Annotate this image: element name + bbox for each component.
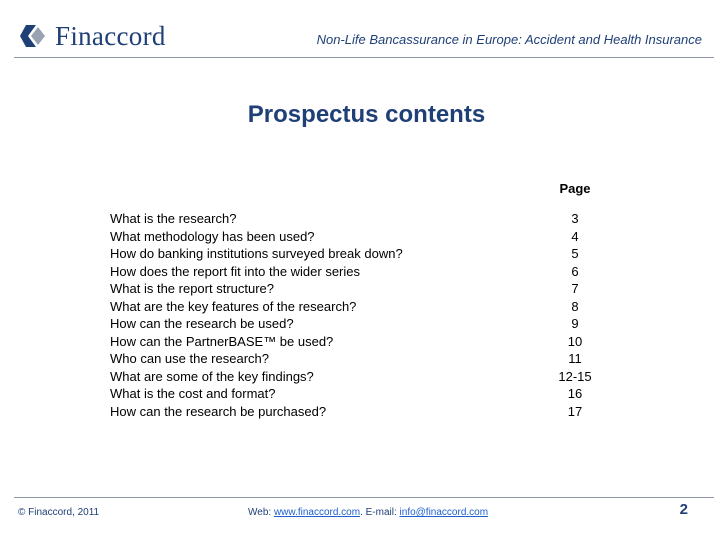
toc-row (110, 263, 605, 281)
page-title: Prospectus contents (247, 101, 486, 128)
toc-page: 16 (567, 386, 583, 401)
toc-question: How can the research be purchased? (110, 403, 327, 419)
table-of-contents (110, 210, 605, 420)
toc-page: 3 (571, 211, 579, 226)
toc-row (110, 298, 605, 316)
toc-question: What is the research? (110, 211, 237, 226)
toc-page: 17 (567, 403, 583, 419)
website-link[interactable]: www.finaccord.com (273, 507, 361, 518)
toc-question: What is the report structure? (110, 281, 275, 296)
email-label: . E-mail: (360, 507, 400, 518)
toc-page: 8 (571, 298, 579, 314)
copyright: © Finaccord, 2011 (18, 507, 100, 518)
brand-name: Finaccord (55, 20, 166, 51)
web-label: Web: (248, 507, 274, 518)
toc-row (110, 350, 605, 368)
page-column-label: Page (559, 181, 591, 196)
footer-divider (14, 497, 714, 498)
toc-page: 9 (571, 316, 579, 331)
toc-row (110, 368, 605, 386)
email-link[interactable]: info@finaccord.com (399, 507, 489, 518)
toc-row (110, 385, 605, 403)
toc-question: What is the cost and format? (110, 386, 276, 401)
header-divider (14, 57, 714, 58)
toc-question: How does the report fit into the wider series (110, 263, 361, 279)
page-number: 2 (679, 501, 688, 518)
toc-question: How can the PartnerBASE™ be used? (110, 333, 334, 349)
toc-row (110, 280, 605, 298)
report-title: Non-Life Bancassurance in Europe: Accident and Health Insurance (316, 32, 702, 47)
toc-row (110, 210, 605, 228)
toc-row (110, 228, 605, 246)
toc-page: 11 (568, 351, 582, 366)
toc-question: Who can use the research? (110, 351, 269, 366)
finaccord-logo (14, 22, 166, 50)
toc-question: How can the research be used? (110, 316, 294, 331)
toc-page: 6 (571, 263, 579, 279)
toc-page: 10 (567, 333, 583, 349)
footer-contact (248, 507, 488, 518)
toc-row (110, 333, 605, 351)
toc-page: 7 (571, 281, 579, 296)
toc-question: What are some of the key findings? (110, 368, 314, 384)
diamond-arrow-icon (14, 22, 46, 50)
toc-row (110, 315, 605, 333)
toc-row (110, 403, 605, 421)
toc-page: 4 (571, 228, 579, 244)
toc-question: What methodology has been used? (110, 228, 315, 244)
toc-question: What are the key features of the research? (110, 298, 357, 314)
toc-page: 12-15 (558, 368, 592, 384)
toc-row (110, 245, 605, 263)
toc-question: How do banking institutions surveyed break down? (110, 246, 403, 261)
toc-page: 5 (571, 246, 579, 261)
